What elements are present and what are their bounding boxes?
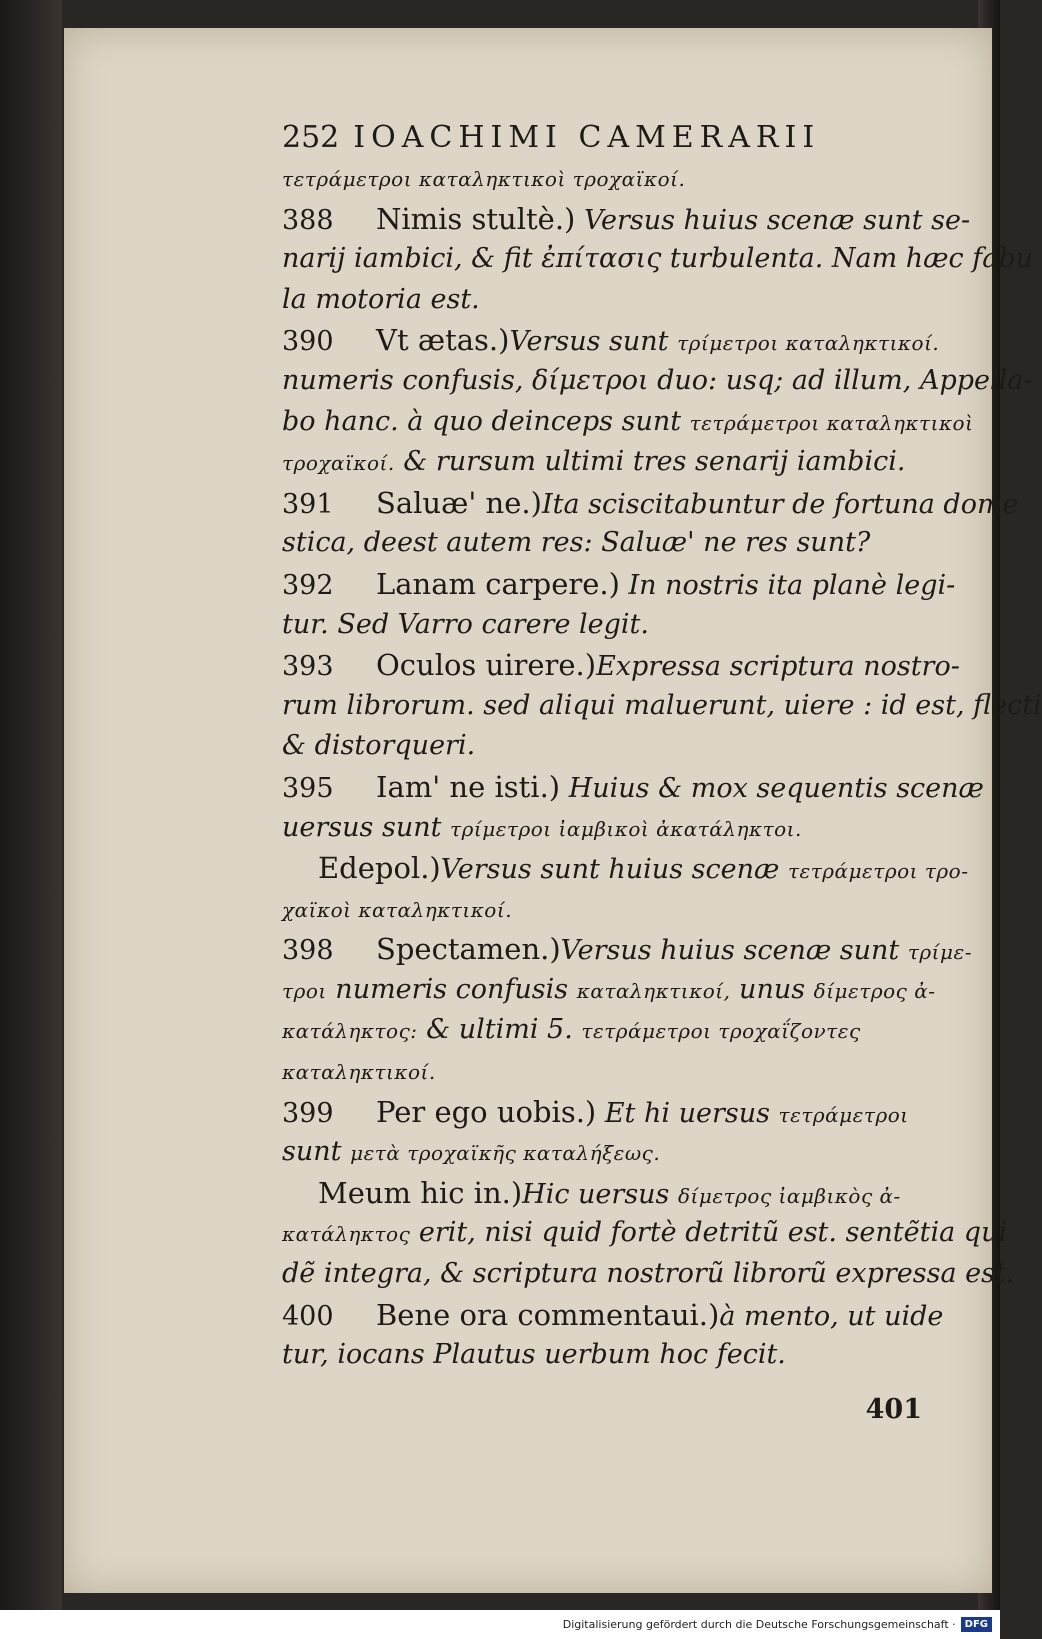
lemma: Spectamen.) (376, 932, 561, 967)
commentary: tur, iocans Plautus uerbum hoc fecit. (282, 1339, 786, 1371)
commentary: & ultimi 5. (417, 1014, 582, 1046)
text-line (282, 402, 974, 443)
text-line (282, 889, 962, 930)
line-number: 395 (282, 772, 334, 804)
greek-term: δίμετρος ἀ- (813, 978, 936, 1003)
commentary: à mento, ut uide (719, 1300, 944, 1332)
commentary: Et hi uersus (596, 1097, 779, 1129)
line-number: 392 (282, 569, 334, 601)
line-number: 391 (282, 488, 334, 520)
lemma: Nimis stultè.) (376, 201, 576, 236)
line-number: 399 (282, 1097, 334, 1129)
greek-term: κατάληκτος (282, 1222, 411, 1247)
commentary: erit, nisi quid fortè detritũ est. sentẽtia qui (410, 1217, 1008, 1249)
text-line (282, 605, 962, 646)
line-number: 393 (282, 651, 334, 683)
commentary: Versus huius scenæ sunt se- (575, 204, 971, 236)
lemma: Iam' ne isti.) (376, 769, 561, 804)
text-line (282, 564, 962, 605)
lemma: Meum hic in.) (318, 1175, 523, 1210)
commentary: unus (730, 973, 814, 1005)
greek-term: καταληκτικοί. (282, 1060, 436, 1085)
commentary: & distorqueri. (282, 730, 476, 762)
commentary: numeris confusis (326, 973, 577, 1005)
text-line (282, 280, 962, 321)
greek-term: μετὰ τροχαϊκῆς καταλήξεως. (350, 1141, 661, 1166)
commentary: narij iambici, & fit ἐπίτασις turbulenta. Nam hæc fabu (282, 243, 1034, 275)
lemma: Lanam carpere.) (376, 566, 620, 601)
lemma: Per ego uobis.) (376, 1094, 597, 1129)
footer-bar (0, 1610, 1000, 1639)
greek-term: τετράμετροι καταληκτικοὶ τροχαϊκοί. (282, 167, 686, 191)
greek-term: τετράμετροι τροχαΐζοντες (581, 1019, 861, 1044)
lemma: Bene ora commentaui.) (376, 1297, 720, 1332)
commentary: Versus sunt (509, 326, 678, 358)
greek-term: τρίμετροι καταληκτικοί. (677, 331, 940, 356)
footer-text: Digitalisierung gefördert durch die Deutsche Forschungsgemeinschaft · (562, 1618, 956, 1631)
text-line (282, 1173, 962, 1214)
commentary: bo hanc. à quo deinceps sunt (282, 405, 690, 437)
greek-term: τρίμε- (907, 940, 973, 965)
page-header (282, 118, 962, 158)
commentary: & rursum ultimi tres senarij iambici. (394, 446, 906, 478)
commentary: uersus sunt (282, 811, 451, 843)
text-line (282, 645, 962, 686)
line-number: 388 (282, 204, 334, 236)
lemma: Saluæ' ne.) (376, 485, 542, 520)
text-line (282, 767, 984, 808)
text-line (282, 361, 1033, 402)
text-line (282, 158, 962, 199)
text-line (282, 483, 1019, 524)
greek-term: χαϊκοὶ καταληκτικοί. (282, 897, 513, 922)
commentary: Versus huius scenæ sunt (560, 935, 908, 967)
page-number: 252 (282, 120, 340, 155)
commentary: Ita sciscitabuntur de fortuna dome (541, 488, 1019, 520)
text-line (282, 970, 962, 1011)
commentary: la motoria est. (282, 283, 480, 315)
greek-term: τρίμετροι ἰαμβικοὶ ἀκατάληκτοι. (450, 816, 802, 841)
commentary: In nostris ita planè legi- (619, 569, 956, 601)
greek-term: τετράμετροι (778, 1102, 909, 1127)
commentary: Expressa scriptura nostro- (596, 651, 960, 683)
catchword: 401 (865, 1394, 922, 1425)
commentary: dẽ integra, & scriptura nostrorũ librorũ expressa est. (282, 1258, 1015, 1290)
lemma: Oculos uirere.) (376, 648, 597, 683)
commentary: numeris confusis, δίμετροι duo: usq; ad illum, Appella- (282, 364, 1033, 396)
text-line (282, 1051, 962, 1092)
text-line (282, 1010, 962, 1051)
commentary: rum librorum. sed aliqui maluerunt, uiere : id est, flecti (282, 689, 1042, 721)
text-line (282, 848, 969, 889)
greek-term: τροχαϊκοί. (282, 451, 395, 476)
commentary: stica, deest autem res: Saluæ' ne res sunt? (282, 527, 871, 559)
text-line (282, 1132, 962, 1173)
text-line (282, 199, 971, 240)
text-line (282, 1295, 962, 1336)
dfg-logo: DFG (961, 1617, 992, 1632)
commentary: Hic uersus (522, 1178, 678, 1210)
line-number: 400 (282, 1300, 334, 1332)
commentary: Huius & mox sequentis scenæ (560, 772, 984, 804)
lemma: Vt ætas.) (376, 323, 510, 358)
greek-term: καταληκτικοί, (576, 978, 731, 1003)
line-number: 398 (282, 935, 334, 967)
page-text (282, 118, 1042, 1376)
text-lines (282, 158, 1042, 1376)
text-line (282, 686, 1042, 727)
text-line (282, 929, 973, 970)
text-line (282, 1213, 1008, 1254)
text-line (282, 442, 962, 483)
greek-term: τετράμετροι καταληκτικοὶ (689, 410, 974, 435)
text-line (282, 239, 1034, 280)
text-line (282, 1254, 1015, 1295)
running-title: IOACHIMI CAMERARII (353, 120, 821, 155)
commentary: Versus sunt huius scenæ (440, 854, 788, 886)
text-line (282, 1335, 962, 1376)
greek-term: τροι (282, 978, 327, 1003)
greek-term: δίμετρος ἰαμβικὸς ἀ- (678, 1183, 901, 1208)
scan-left-edge (0, 0, 62, 1610)
text-line (282, 1092, 962, 1133)
text-line (282, 320, 962, 361)
text-line (282, 523, 962, 564)
greek-term: τετράμετροι τρο- (787, 859, 969, 884)
text-line (282, 808, 962, 849)
commentary: tur. Sed Varro carere legit. (282, 608, 649, 640)
text-line (282, 726, 962, 767)
lemma: Edepol.) (318, 851, 441, 886)
line-number: 390 (282, 326, 334, 358)
greek-term: κατάληκτος: (282, 1019, 418, 1044)
commentary: sunt (282, 1136, 351, 1168)
